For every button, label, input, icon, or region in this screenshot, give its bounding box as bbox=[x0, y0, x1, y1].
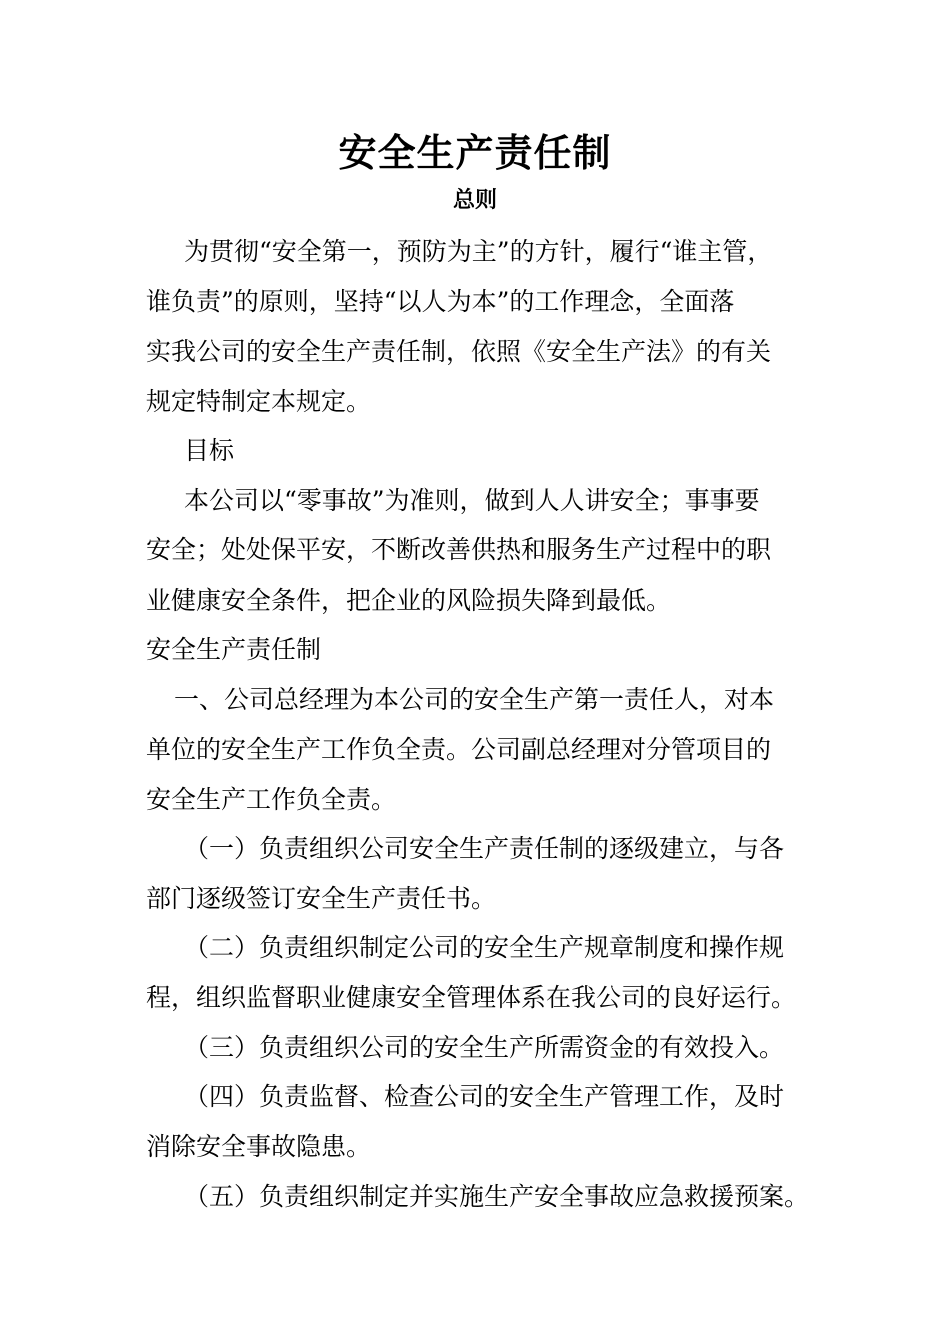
paragraph-line: 为贯彻“安全第一，预防为主”的方针，履行“谁主管， bbox=[184, 237, 773, 266]
paragraph-line: 业健康安全条件，把企业的风险损失降到最低。 bbox=[146, 586, 672, 615]
list-item-line: 程，组织监督职业健康安全管理体系在我公司的良好运行。 bbox=[146, 983, 797, 1012]
paragraph-line: 实我公司的安全生产责任制，依照《安全生产法》的有关 bbox=[146, 337, 772, 366]
list-item-line: （五）负责组织制定并实施生产安全事故应急救援预案。 bbox=[184, 1182, 810, 1211]
paragraph-line: 本公司以“零事故”为准则，做到人人讲安全；事事要 bbox=[184, 486, 760, 515]
list-item-line: （三）负责组织公司的安全生产所需资金的有效投入。 bbox=[184, 1033, 785, 1062]
paragraph-line: 安全生产工作负全责。 bbox=[146, 785, 397, 814]
paragraph-line: 一、公司总经理为本公司的安全生产第一责任人，对本 bbox=[174, 685, 775, 714]
paragraph-line: 安全；处处保平安，不断改善供热和服务生产过程中的职 bbox=[146, 535, 772, 564]
list-item-line: （二）负责组织制定公司的安全生产规章制度和操作规 bbox=[184, 933, 785, 962]
list-item-line: 消除安全事故隐患。 bbox=[146, 1132, 372, 1161]
heading-objective: 目标 bbox=[184, 436, 235, 465]
paragraph-line: 规定特制定本规定。 bbox=[146, 387, 372, 416]
paragraph-line: 单位的安全生产工作负全责。公司副总经理对分管项目的 bbox=[146, 735, 772, 764]
list-item-line: 部门逐级签订安全生产责任书。 bbox=[146, 884, 497, 913]
section-heading-general: 总则 bbox=[452, 188, 497, 213]
list-item-line: （一）负责组织公司安全生产责任制的逐级建立，与各 bbox=[184, 834, 785, 863]
document-title: 安全生产责任制 bbox=[338, 131, 612, 175]
heading-responsibility-system: 安全生产责任制 bbox=[146, 635, 322, 664]
list-item-line: （四）负责监督、检查公司的安全生产管理工作，及时 bbox=[184, 1082, 785, 1111]
paragraph-line: 谁负责”的原则，坚持“以人为本”的工作理念，全面落 bbox=[146, 287, 735, 316]
